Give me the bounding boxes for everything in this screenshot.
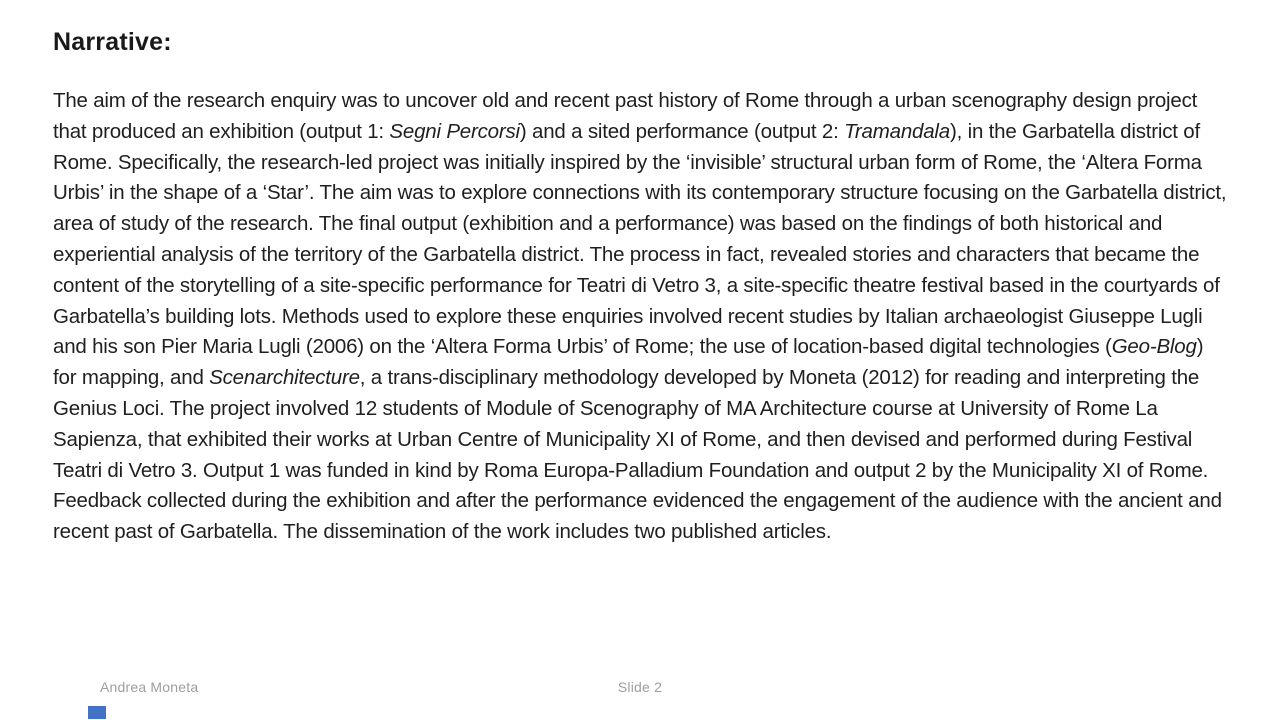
body-segment: ), in the Garbatella district of Rome. Specifically, the research-led project was initially inspired by the ‘invisible’ structural urban form of Rome, the ‘Altera Forma Urbis’ in the shape of a ‘Star’. The aim was to explore connections with its contemporary structure focusing on the Garbatella district, area of study of the research. The final output (exhibition and a performance) was based on the findings of both historical and experiential analysis of the territory of the Garbatella district. The process in fact, revealed stories and characters that became the content of the storytelling of a site-specific performance for Teatri di Vetro 3, a site-specific theatre festival based in the courtyards of Garbatella’s building lots. Methods used to explore these enquiries involved recent studies by Italian archaeologist Giuseppe Lugli and his son Pier Maria Lugli (2006) on the ‘Altera Forma Urbis’ of Rome; the use of location-based digital technologies (	[53, 119, 1227, 359]
footer-author: Andrea Moneta	[100, 679, 199, 695]
body-segment-italic: Scenarchitecture	[209, 366, 360, 390]
body-segment: The aim of the research enquiry was to uncover old and recent past history of Rome through a urban scenography design project that produced an exhibition (output 1:	[53, 89, 1198, 143]
body-segment-italic: Geo-Blog	[1111, 335, 1197, 359]
body-segment-italic: Tramandala	[844, 119, 950, 143]
body-segment: , a trans-disciplinary methodology developed by Moneta (2012) for reading and interpreting the Genius Loci. The project involved 12 students of Module of Scenography of MA Architecture course at University of Rome La Sapienza, that exhibited their works at Urban Centre of Municipality XI of Rome, and then devised and performed during Festival Teatri di Vetro 3. Output 1 was funded in kind by Roma Europa-Palladium Foundation and output 2 by the Municipality XI of Rome. Feedback collected during the exhibition and after the performance evidenced the engagement of the audience with the ancient and recent past of Garbatella. The dissemination of the work includes two published articles.	[53, 366, 1222, 544]
slide-title: Narrative:	[53, 28, 172, 56]
body-segment: ) and a sited performance (output 2:	[519, 119, 845, 143]
body-segment-italic: Segni Percorsi	[389, 119, 520, 143]
footer-slide-number: Slide 2	[617, 679, 663, 695]
accent-square	[88, 706, 106, 719]
narrative-paragraph	[53, 86, 1231, 548]
body-segment: ) for mapping, and	[53, 335, 1204, 390]
